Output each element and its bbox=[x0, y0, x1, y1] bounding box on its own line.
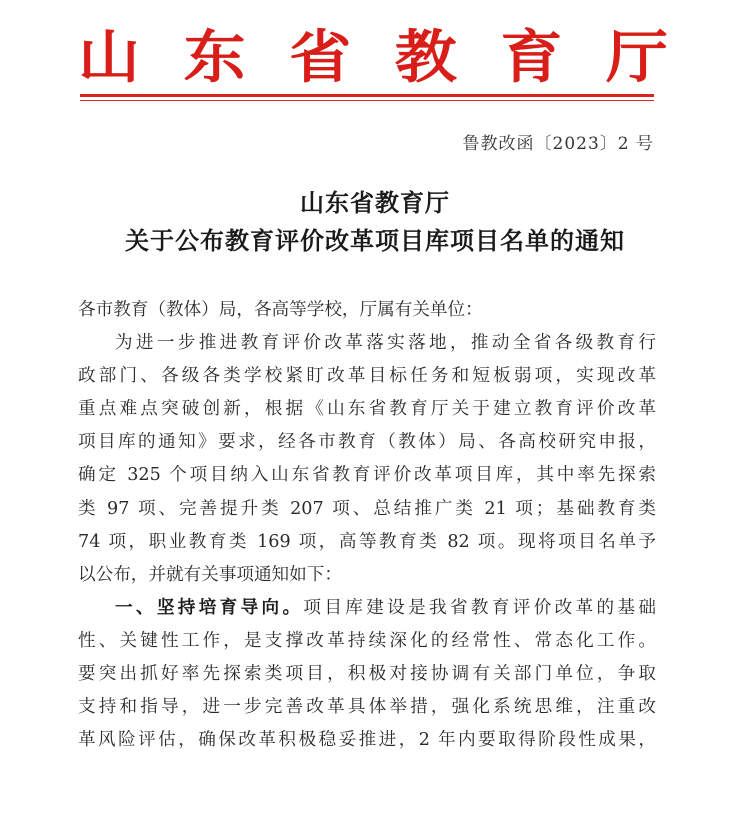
red-divider-thin bbox=[80, 100, 654, 101]
body-line: 为进一步推进教育评价改革落实落地，推动全省各级教育行 bbox=[115, 333, 656, 354]
body-line: 性、关键性工作，是支撑改革持续深化的经常性、常态化工作。 bbox=[78, 630, 656, 651]
body-line: 重点难点突破创新，根据《山东省教育厅关于建立教育评价改革 bbox=[78, 399, 656, 420]
masthead-char: 育 bbox=[500, 22, 563, 91]
body-line: 74 项，职业教育类 169 项，高等教育类 82 项。现将项目名单予 bbox=[78, 531, 656, 552]
document-title-line2: 关于公布教育评价改革项目库项目名单的通知 bbox=[125, 227, 625, 255]
red-divider-thick bbox=[80, 94, 654, 97]
masthead-char: 厅 bbox=[605, 22, 668, 91]
document-title-line1: 山东省教育厅 bbox=[300, 189, 450, 217]
masthead-char: 山 bbox=[78, 22, 141, 91]
body-line: 项目库的通知》要求，经各市教育（教体）局、各高校研究申报， bbox=[78, 432, 656, 453]
section-1-text: 项目库建设是我省教育评价改革的基础 bbox=[303, 597, 656, 618]
masthead-title bbox=[78, 22, 668, 92]
section-1-heading: 一、坚持培育导向。 bbox=[115, 597, 304, 618]
body-line: 类 97 项、完善提升类 207 项、总结推广类 21 项；基础教育类 bbox=[78, 498, 656, 519]
page-bottom-edge bbox=[0, 812, 750, 822]
body-line: 政部门、各级各类学校紧盯改革目标任务和短板弱项，实现改革 bbox=[78, 366, 656, 387]
document-number: 鲁教改函〔2023〕2 号 bbox=[462, 134, 654, 154]
body-line: 支持和指导，进一步完善改革具体举措，强化系统思维，注重改 bbox=[78, 697, 656, 718]
section-1-first-line bbox=[78, 592, 656, 625]
body-line: 革风险评估，确保改革积极稳妥推进，2 年内要取得阶段性成果， bbox=[78, 730, 656, 751]
masthead-char: 东 bbox=[183, 22, 246, 91]
document-body bbox=[78, 294, 656, 757]
body-line: 以公布，并就有关事项通知如下： bbox=[78, 564, 342, 585]
salutation-line: 各市教育（教体）局，各高等学校，厅属有关单位： bbox=[78, 300, 483, 320]
masthead-char: 教 bbox=[394, 22, 457, 91]
body-line: 要突出抓好率先探索类项目，积极对接协调有关部门单位，争取 bbox=[78, 664, 656, 685]
body-line: 确定 325 个项目纳入山东省教育评价改革项目库，其中率先探索 bbox=[78, 465, 656, 486]
masthead-char: 省 bbox=[289, 22, 352, 91]
